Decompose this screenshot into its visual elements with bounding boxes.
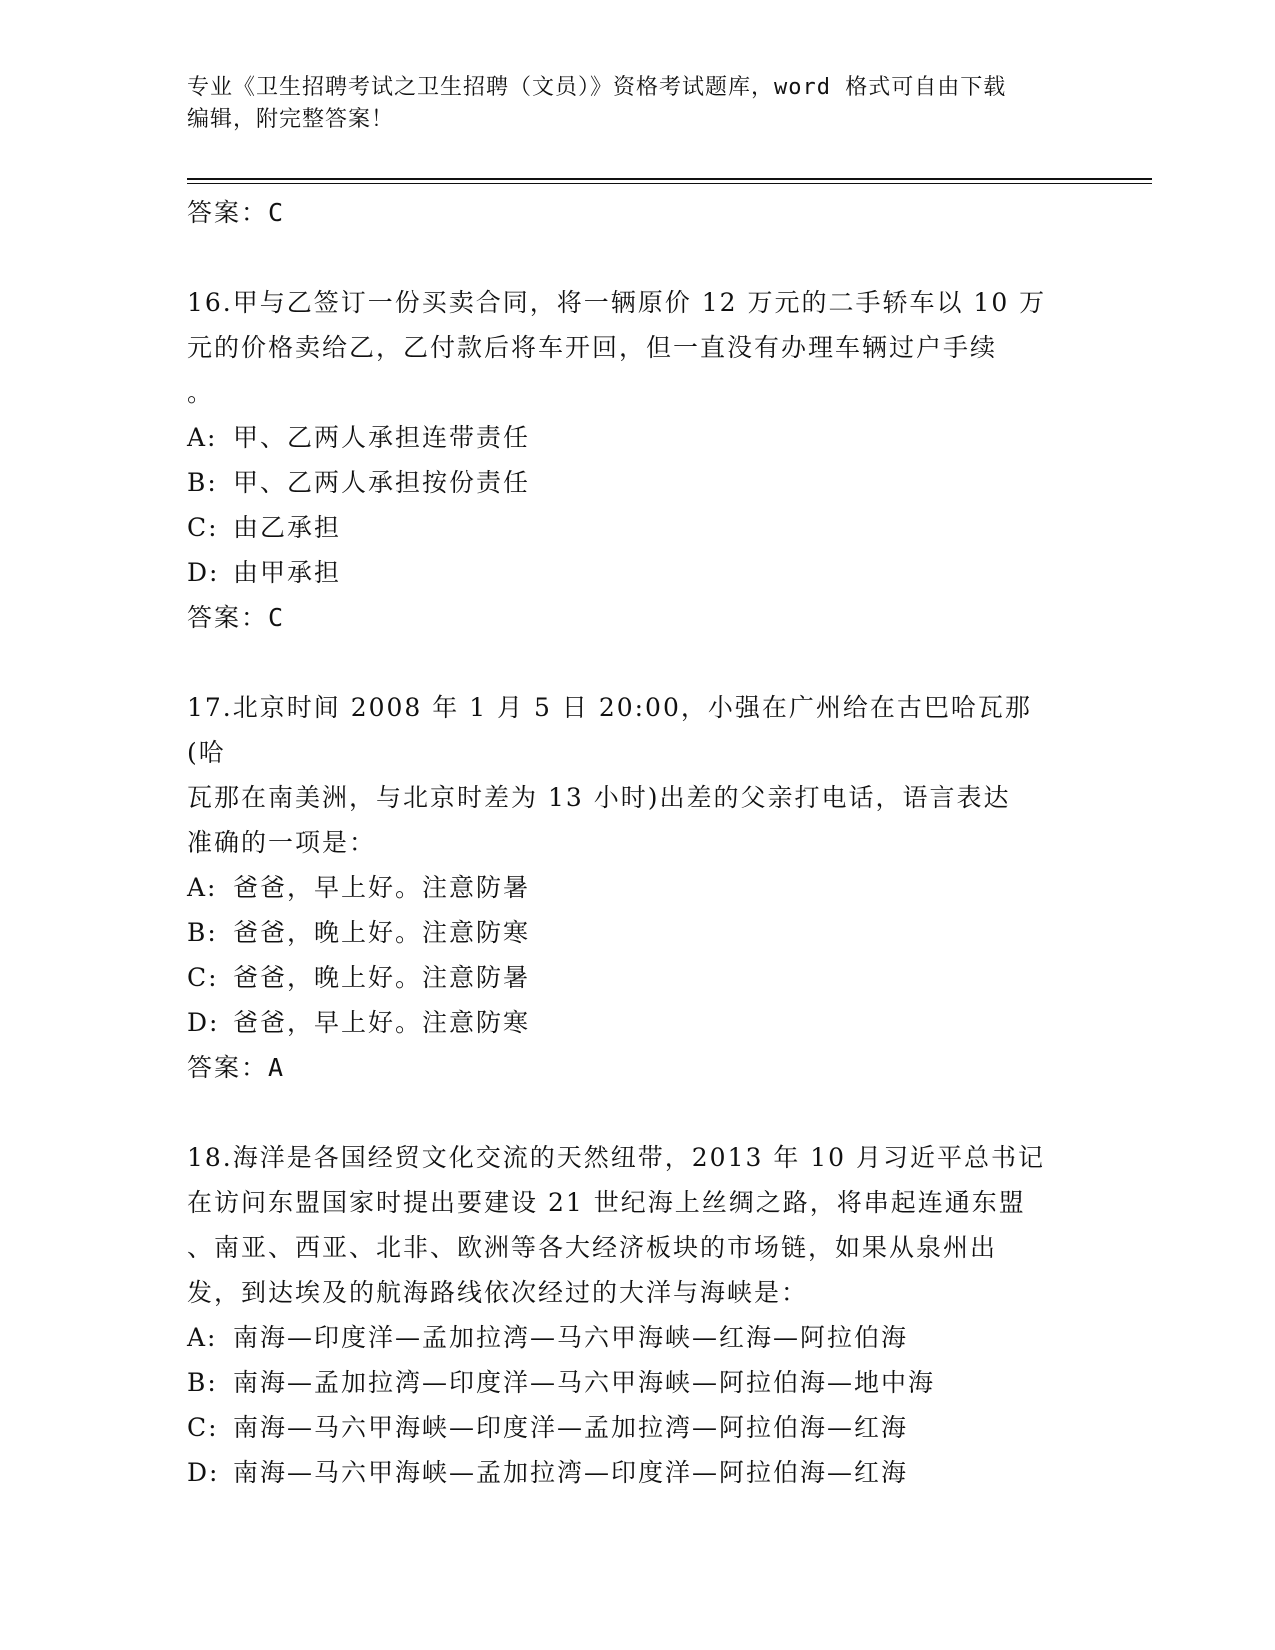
document-header: [187, 72, 1067, 136]
option-text: 南海—孟加拉湾—印度洋—马六甲海峡—阿拉伯海—地中海: [233, 1368, 936, 1397]
question-16: [187, 280, 1067, 415]
option-text: 南海—马六甲海峡—印度洋—孟加拉湾—阿拉伯海—红海: [233, 1413, 909, 1442]
option-a: [187, 1315, 1067, 1360]
option-c: [187, 505, 1067, 550]
header-divider-thin: [187, 183, 1152, 184]
option-d: [187, 1450, 1067, 1495]
option-d: [187, 1000, 1067, 1045]
option-text: 爸爸，晚上好。注意防暑: [233, 963, 531, 992]
option-c: [187, 1405, 1067, 1450]
option-letter: B:: [187, 468, 218, 497]
question-stem-line: 在访问东盟国家时提出要建设 21 世纪海上丝绸之路，将串起连通东盟: [187, 1188, 1026, 1217]
option-a: [187, 865, 1067, 910]
option-letter: C:: [187, 963, 219, 992]
question-stem-line: 18.海洋是各国经贸文化交流的天然纽带，2013 年 10 月习近平总书记: [187, 1143, 1046, 1172]
option-b: [187, 1360, 1067, 1405]
option-text: 由甲承担: [233, 558, 342, 587]
answer-line: 答案：C: [187, 198, 286, 227]
question-stem-line: 17.北京时间 2008 年 1 月 5 日 20:00，小强在广州给在古巴哈瓦那(哈: [187, 693, 1032, 767]
option-letter: B:: [187, 1368, 218, 1397]
option-c: [187, 955, 1067, 1000]
option-letter: D:: [187, 558, 220, 587]
option-b: [187, 910, 1067, 955]
option-text: 甲、乙两人承担连带责任: [233, 423, 531, 452]
question-stem-line: 、南亚、西亚、北非、欧洲等各大经济板块的市场链，如果从泉州出: [187, 1233, 998, 1262]
option-text: 爸爸，早上好。注意防寒: [233, 1008, 531, 1037]
question-stem-line: 瓦那在南美洲，与北京时差为 13 小时)出差的父亲打电话，语言表达: [187, 783, 1011, 812]
option-text: 由乙承担: [233, 513, 342, 542]
question-stem-line: 元的价格卖给乙，乙付款后将车开回，但一直没有办理车辆过户手续: [187, 333, 998, 362]
option-b: [187, 460, 1067, 505]
document-body: [187, 188, 1067, 1495]
option-letter: D:: [187, 1458, 220, 1487]
header-divider-thick: [187, 178, 1152, 180]
question-stem-line: 。: [187, 378, 215, 407]
option-letter: B:: [187, 918, 218, 947]
answer-line: 答案：A: [187, 1053, 286, 1082]
option-text: 爸爸，早上好。注意防暑: [233, 873, 531, 902]
option-letter: A:: [187, 1323, 218, 1352]
answer-line: 答案：C: [187, 603, 286, 632]
option-text: 甲、乙两人承担按份责任: [233, 468, 531, 497]
option-a: [187, 415, 1067, 460]
option-letter: A:: [187, 873, 218, 902]
header-line-1: 专业《卫生招聘考试之卫生招聘（文员）》资格考试题库，word 格式可自由下载: [187, 75, 1007, 100]
question-17: [187, 685, 1067, 865]
option-d: [187, 550, 1067, 595]
question-stem-line: 16.甲与乙签订一份买卖合同，将一辆原价 12 万元的二手轿车以 10 万: [187, 288, 1047, 317]
option-text: 南海—印度洋—孟加拉湾—马六甲海峡—红海—阿拉伯海: [233, 1323, 909, 1352]
option-letter: C:: [187, 513, 219, 542]
option-text: 爸爸，晚上好。注意防寒: [233, 918, 531, 947]
option-letter: C:: [187, 1413, 219, 1442]
question-18: [187, 1135, 1067, 1315]
header-line-2: 编辑，附完整答案！: [187, 107, 395, 132]
option-letter: D:: [187, 1008, 220, 1037]
option-text: 南海—马六甲海峡—孟加拉湾—印度洋—阿拉伯海—红海: [233, 1458, 909, 1487]
question-stem-line: 发，到达埃及的航海路线依次经过的大洋与海峡是：: [187, 1278, 809, 1307]
option-letter: A:: [187, 423, 218, 452]
question-stem-line: 准确的一项是：: [187, 828, 377, 857]
